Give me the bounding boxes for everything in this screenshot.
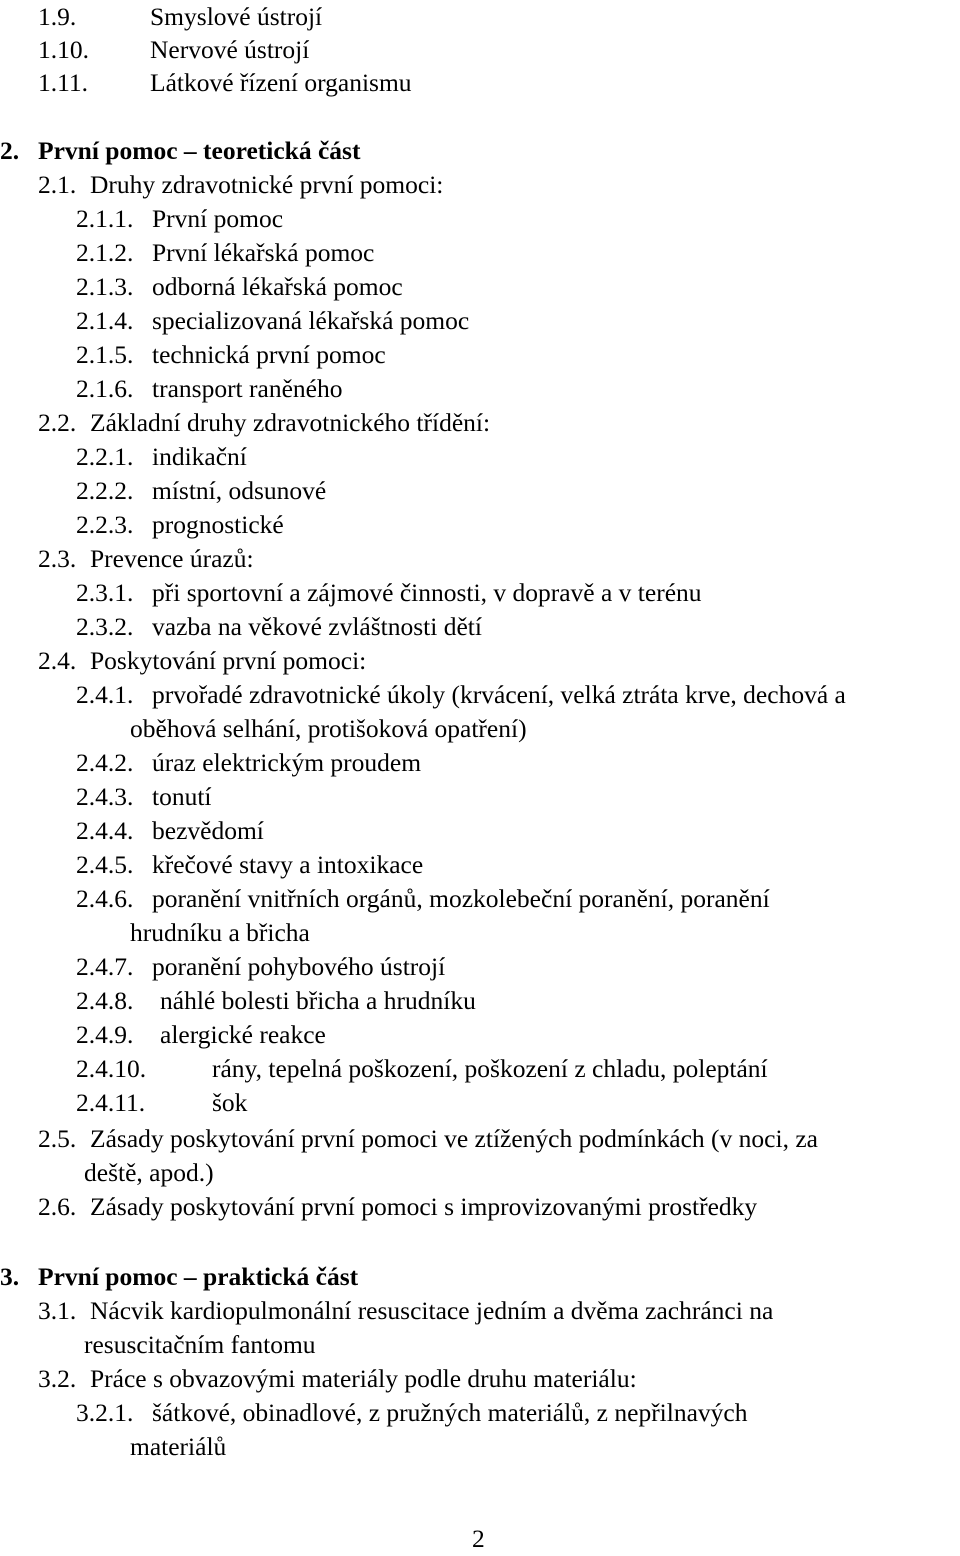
item-text: Nácvik kardiopulmonální resuscitace jedním a dvěma zachránci na	[90, 1296, 774, 1325]
item-number: 2.3.	[38, 544, 77, 573]
item-text: alergické reakce	[160, 1020, 326, 1049]
item-text: Prevence úrazů:	[90, 544, 254, 573]
item-number: 2.2.1.	[76, 442, 134, 471]
item-number: 2.6.	[38, 1192, 77, 1221]
item-text: Látkové řízení organismu	[150, 68, 412, 97]
item-number: 3.2.1.	[76, 1398, 134, 1427]
item-text: náhlé bolesti břicha a hrudníku	[160, 986, 476, 1015]
item-number: 2.4.11.	[76, 1088, 146, 1117]
item-text: První pomoc	[152, 204, 284, 233]
item-number: 2.2.	[38, 408, 77, 437]
item-text: úraz elektrickým proudem	[152, 748, 422, 777]
item-text: Zásady poskytování první pomoci ve ztížených podmínkách (v noci, za	[90, 1124, 818, 1153]
item-number: 2.4.8.	[76, 986, 134, 1015]
item-number: 2.1.6.	[76, 374, 134, 403]
item-number: 2.2.3.	[76, 510, 134, 539]
item-text: rány, tepelná poškození, poškození z chladu, poleptání	[212, 1054, 768, 1083]
item-number: 2.1.4.	[76, 306, 134, 335]
item-number: 2.3.2.	[76, 612, 134, 641]
item-text: poranění vnitřních orgánů, mozkolebeční poranění, poranění	[152, 884, 770, 913]
item-number: 2.4.6.	[76, 884, 134, 913]
item-number: 2.1.	[38, 170, 77, 199]
item-number: 2.4.9.	[76, 1020, 134, 1049]
page-number: 2	[472, 1524, 485, 1553]
item-number: 2.4.1.	[76, 680, 134, 709]
item-text: křečové stavy a intoxikace	[152, 850, 424, 879]
item-number: 2.4.4.	[76, 816, 134, 845]
item-text-continuation: deště, apod.)	[84, 1158, 214, 1187]
item-number: 2.5.	[38, 1124, 77, 1153]
item-text: Smyslové ústrojí	[150, 2, 323, 31]
item-text: specializovaná lékařská pomoc	[152, 306, 470, 335]
section-title: První pomoc – praktická část	[38, 1262, 359, 1291]
item-number: 2.1.2.	[76, 238, 134, 267]
item-text-continuation: resuscitačním fantomu	[84, 1330, 316, 1359]
item-text: Zásady poskytování první pomoci s improvizovanými prostředky	[90, 1192, 758, 1221]
section-number: 2.	[0, 136, 20, 165]
item-text: při sportovní a zájmové činnosti, v dopravě a v terénu	[152, 578, 702, 607]
item-number: 1.11.	[38, 68, 89, 97]
item-text: Základní druhy zdravotnického třídění:	[90, 408, 491, 437]
item-number: 1.10.	[38, 35, 89, 64]
item-text: Poskytování první pomoci:	[90, 646, 367, 675]
section-number: 3.	[0, 1262, 20, 1291]
item-number: 2.4.7.	[76, 952, 134, 981]
item-number: 2.4.2.	[76, 748, 134, 777]
item-text: indikační	[152, 442, 247, 471]
item-text: prognostické	[152, 510, 284, 539]
item-number: 2.2.2.	[76, 476, 134, 505]
item-text: šok	[212, 1088, 248, 1117]
item-text: vazba na věkové zvláštnosti dětí	[152, 612, 482, 641]
item-text: transport raněného	[152, 374, 343, 403]
item-number: 1.9.	[38, 2, 77, 31]
item-text-continuation: oběhová selhání, protišoková opatření)	[130, 714, 527, 743]
item-number: 2.4.	[38, 646, 77, 675]
item-text: poranění pohybového ústrojí	[152, 952, 446, 981]
item-number: 2.4.10.	[76, 1054, 147, 1083]
item-text: tonutí	[152, 782, 212, 811]
item-number: 2.4.5.	[76, 850, 134, 879]
item-text: odborná lékařská pomoc	[152, 272, 403, 301]
item-text: bezvědomí	[152, 816, 264, 845]
item-text: šátkové, obinadlové, z pružných materiálů, z nepřilnavých	[152, 1398, 748, 1427]
item-number: 2.4.3.	[76, 782, 134, 811]
item-text: technická první pomoc	[152, 340, 386, 369]
item-number: 3.2.	[38, 1364, 77, 1393]
item-text: prvořadé zdravotnické úkoly (krvácení, velká ztráta krve, dechová a	[152, 680, 846, 709]
item-number: 2.1.3.	[76, 272, 134, 301]
item-text: místní, odsunové	[152, 476, 327, 505]
item-number: 2.3.1.	[76, 578, 134, 607]
item-text: Druhy zdravotnické první pomoci:	[90, 170, 444, 199]
item-text: První lékařská pomoc	[152, 238, 375, 267]
item-text-continuation: hrudníku a břicha	[130, 918, 310, 947]
item-text: Práce s obvazovými materiály podle druhu materiálu:	[90, 1364, 637, 1393]
item-text: Nervové ústrojí	[150, 35, 310, 64]
item-number: 2.1.5.	[76, 340, 134, 369]
section-title: První pomoc – teoretická část	[38, 136, 361, 165]
item-text-continuation: materiálů	[130, 1432, 227, 1461]
item-number: 2.1.1.	[76, 204, 134, 233]
item-number: 3.1.	[38, 1296, 77, 1325]
